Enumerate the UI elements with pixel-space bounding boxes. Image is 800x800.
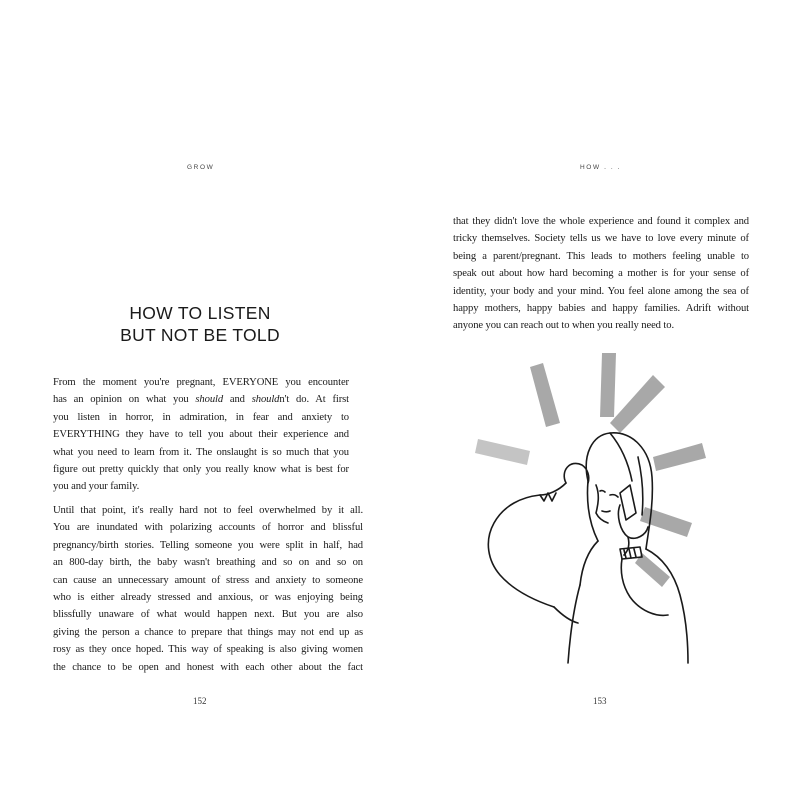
text-line: blissfully unaware of what would happen next. But you are also bbox=[53, 609, 363, 621]
running-head-left: GROW bbox=[187, 164, 215, 171]
text-line: that they didn't love the whole experience and found it complex and bbox=[453, 216, 749, 227]
text-line: You are inundated with polarizing accounts of horror and blissful bbox=[53, 522, 363, 534]
text-line: From the moment you're pregnant, EVERYONE you encounter bbox=[53, 377, 349, 388]
text-line: pregnancy/birth stories. Telling someone you were split in half, had bbox=[53, 539, 363, 551]
text-line: you listen in horror, in admiration, in fear and anxiety to bbox=[53, 411, 349, 423]
text-line: being a parent/pregnant. This leads to mothers feeling unable to bbox=[453, 250, 749, 262]
text-line: Until that point, it's really hard not to feel overwhelmed by it all. bbox=[53, 505, 363, 516]
page-number-right: 153 bbox=[593, 696, 607, 706]
text-line: identity, your body and your mind. You feel alone among the sea of bbox=[453, 285, 749, 297]
text-line: can cause an unnecessary amount of stress and anxiety to someone bbox=[53, 574, 363, 586]
text-line: an 800-day birth, the baby wasn't breathing and so on and so on bbox=[53, 557, 363, 569]
text-line: tricky themselves. Society tells us we have to love every minute of bbox=[453, 233, 749, 245]
text-line: what you need to learn from it. The onslaught is so much that you bbox=[53, 446, 349, 458]
text-line: happy mothers, happy babies and happy families. Adrift without bbox=[453, 303, 749, 315]
text-line: you and your family. bbox=[53, 481, 140, 493]
right-paragraph bbox=[453, 213, 749, 335]
brush-rays bbox=[530, 353, 706, 587]
text-line: anyone you can reach out to when you really need to. bbox=[453, 320, 675, 332]
text-line: EVERYTHING they have to tell you about their experience and bbox=[53, 429, 349, 441]
text-line: speak out about how hard becoming a mother is for your sense of bbox=[453, 268, 749, 280]
text-line: giving the person a chance to prepare that things may not end up as bbox=[53, 626, 363, 638]
text-line: who is either already stressed and anxious, or was enjoying being bbox=[53, 592, 363, 604]
left-paragraph-1 bbox=[53, 374, 349, 496]
chapter-title-line-1: HOW TO LISTEN bbox=[129, 302, 271, 323]
text-line: figure out pretty quickly that only you really know what is best for bbox=[53, 464, 349, 476]
text-line: rosy as they once hoped. This way of speaking is also giving women bbox=[53, 644, 363, 656]
woman-on-phone-illustration bbox=[470, 345, 715, 665]
text-line: the chance to be open and honest with each other about the fact bbox=[53, 661, 363, 673]
running-head-right: HOW . . . bbox=[580, 164, 622, 171]
text-line: has an opinion on what you should and shouldn't do. At first bbox=[53, 394, 350, 406]
left-paragraph-2 bbox=[53, 502, 363, 676]
page-number-left: 152 bbox=[193, 696, 207, 706]
chapter-title-line-2: BUT NOT BE TOLD bbox=[120, 324, 280, 345]
chapter-title bbox=[52, 302, 348, 346]
